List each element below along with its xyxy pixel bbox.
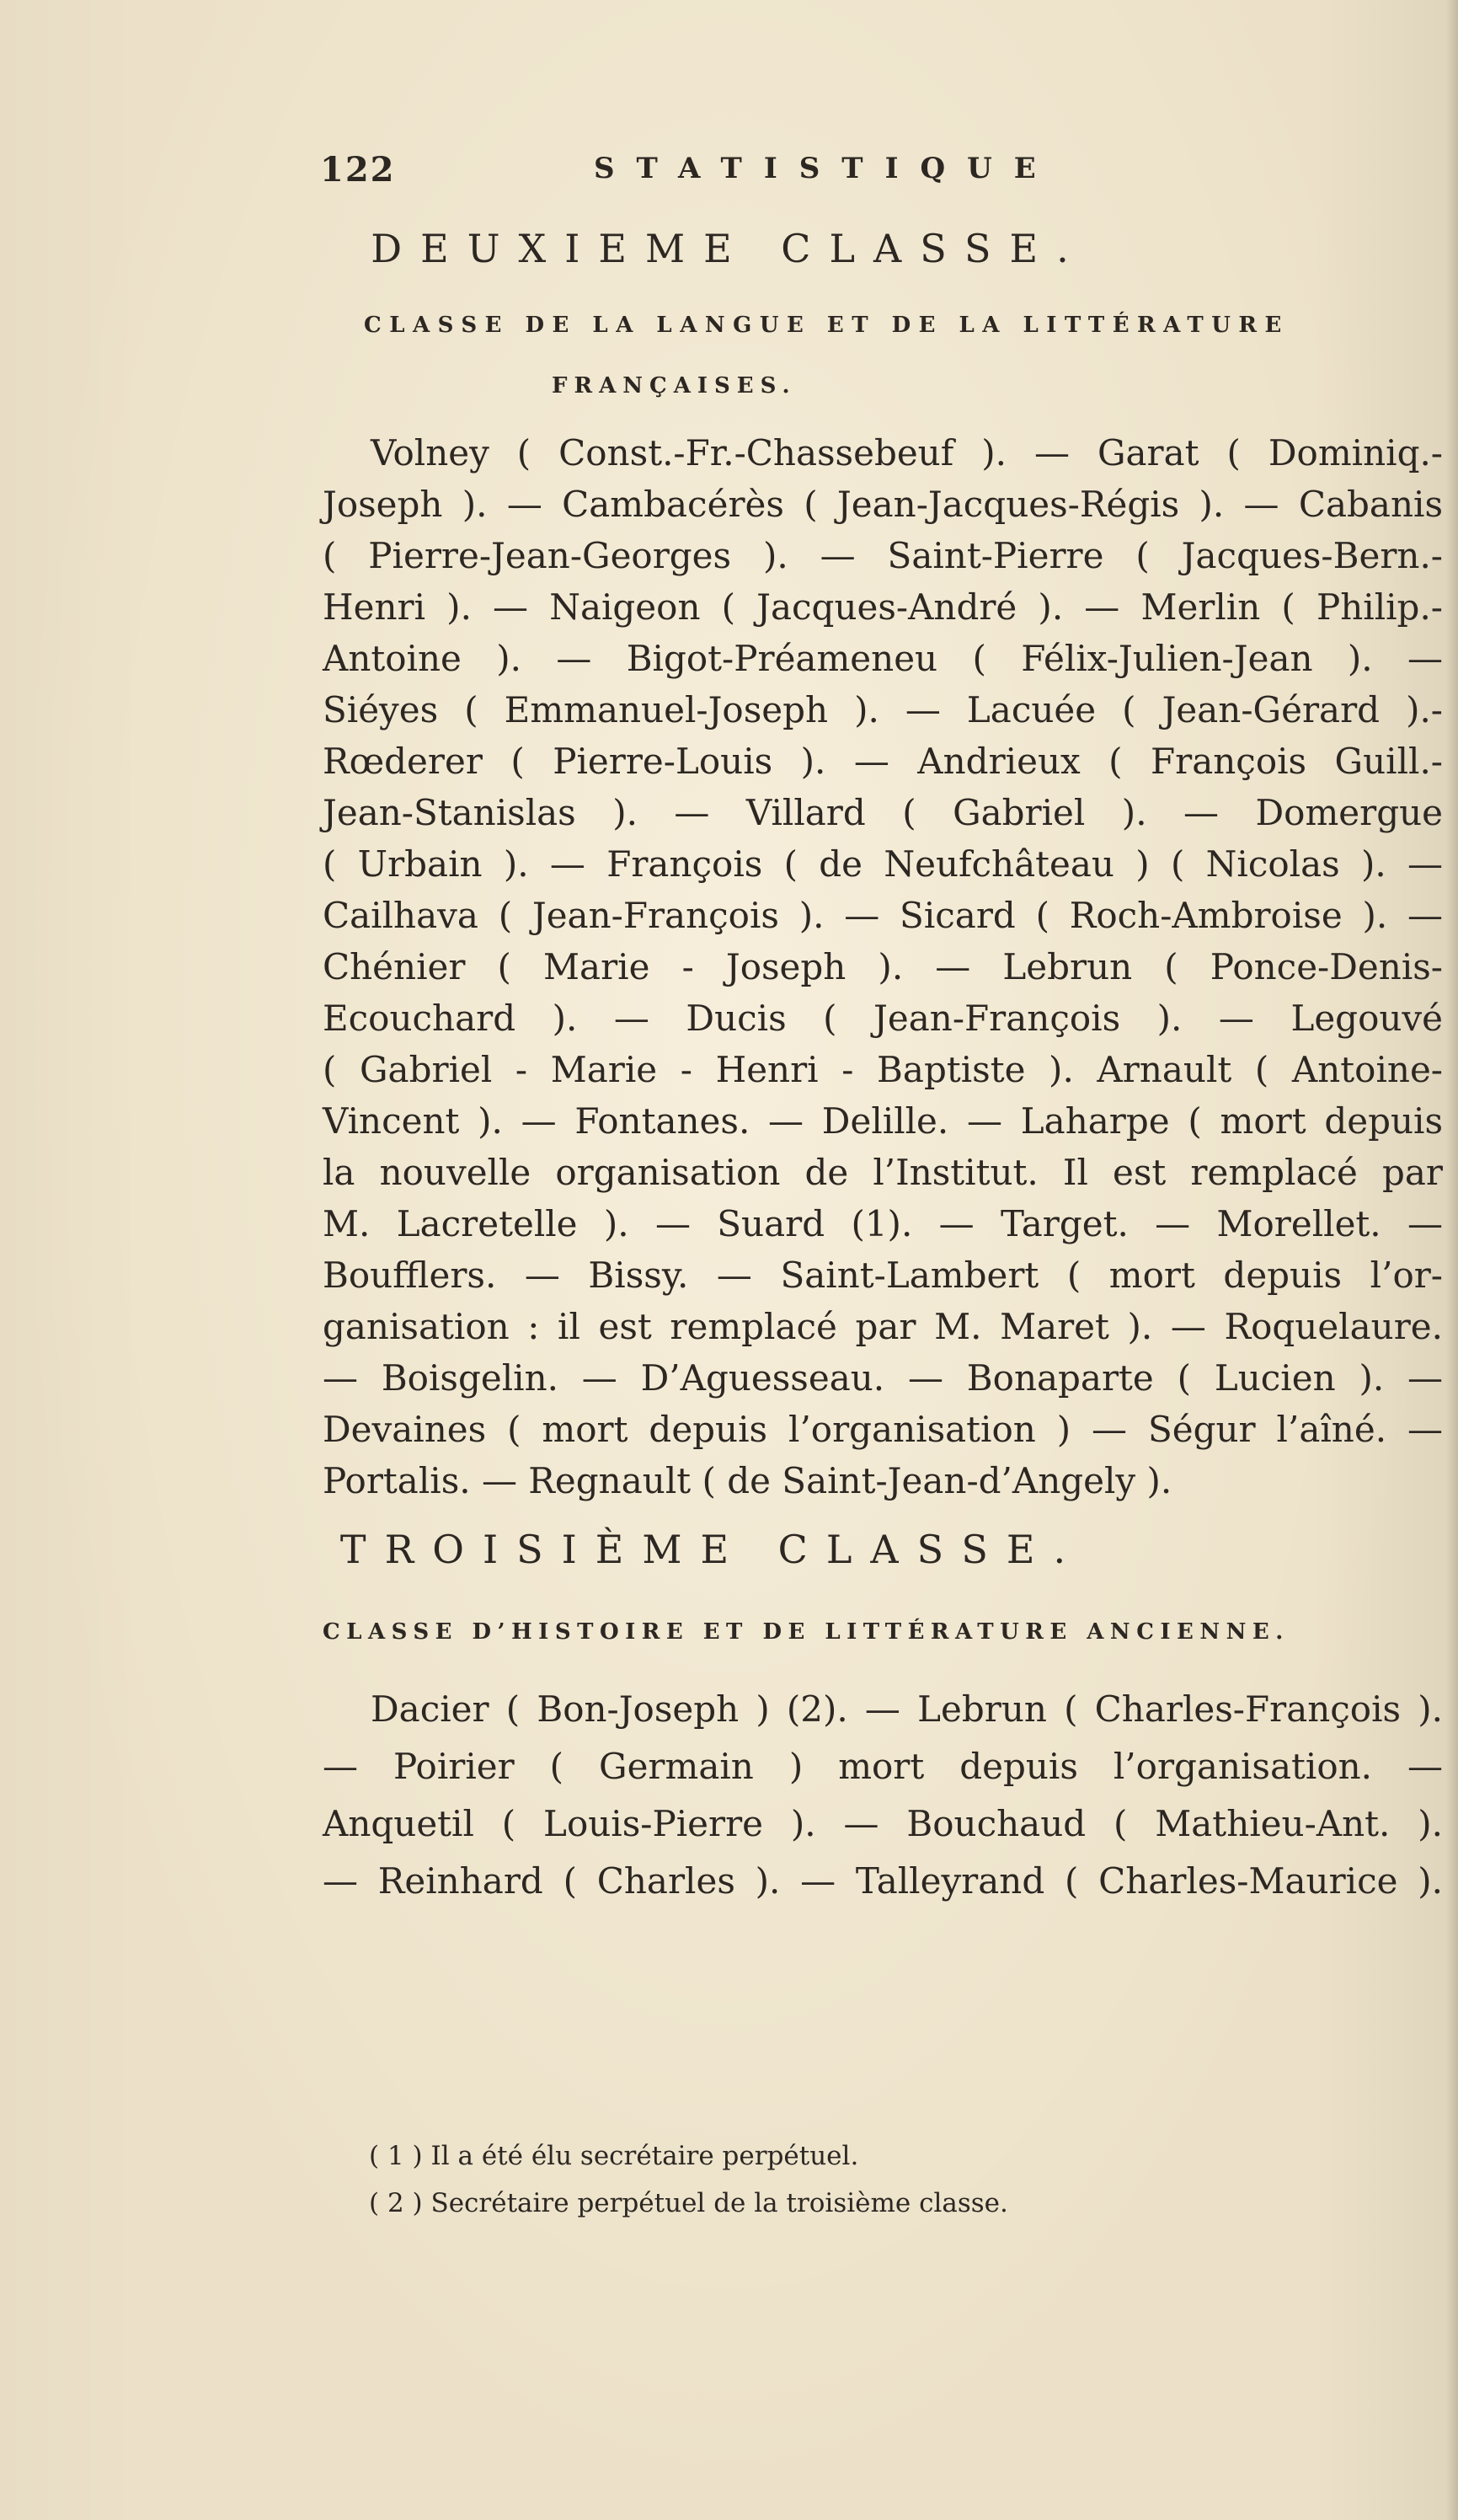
text-line: — Reinhard ( Charles ). — Talleyrand ( Charles-Maurice ). xyxy=(323,1860,1443,1902)
text-line: Ecouchard ). — Ducis ( Jean-François ). — Legouvé xyxy=(323,998,1443,1039)
footnote-2: ( 2 ) Secrétaire perpétuel de la troisième classe. xyxy=(369,2188,1008,2218)
text-line: la nouvelle organisation de l’Institut. Il est remplacé par xyxy=(323,1152,1443,1193)
footnotes xyxy=(369,2132,1295,2227)
text-line: Siéyes ( Emmanuel-Joseph ). — Lacuée ( Jean-Gérard ).- xyxy=(323,689,1443,730)
section-title-deuxieme-classe: DEUXIEME CLASSE. xyxy=(371,226,1087,271)
running-head xyxy=(320,150,1179,201)
page-number: 122 xyxy=(320,150,396,190)
text-line: Volney ( Const.-Fr.-Chassebeuf ). — Garat ( Dominiq.- xyxy=(371,432,1443,474)
text-line: Henri ). — Naigeon ( Jacques-André ). — Merlin ( Philip.- xyxy=(323,586,1443,628)
text-line: ( Pierre-Jean-Georges ). — Saint-Pierre ( Jacques-Bern.- xyxy=(323,535,1443,576)
section-title-troisieme-classe: TROISIÈME CLASSE. xyxy=(339,1527,1085,1572)
text-line: Cailhava ( Jean-François ). — Sicard ( Roch-Ambroise ). — xyxy=(323,895,1443,936)
text-line: ( Urbain ). — François ( de Neufchâteau ) ( Nicolas ). — xyxy=(323,843,1443,885)
text-line: — Poirier ( Germain ) mort depuis l’organisation. — xyxy=(323,1746,1443,1787)
section-subtitle-line1: CLASSE DE LA LANGUE ET DE LA LITTÉRATURE xyxy=(364,313,1290,338)
running-title: STATISTIQUE xyxy=(594,152,1058,185)
text-line: ganisation : il est remplacé par M. Maret ). — Roquelaure. xyxy=(323,1306,1443,1347)
text-line: Dacier ( Bon-Joseph ) (2). — Lebrun ( Charles-François ). xyxy=(371,1688,1443,1730)
text-line: Boufflers. — Bissy. — Saint-Lambert ( mort depuis l’or- xyxy=(323,1255,1443,1296)
section-subtitle-line2: FRANÇAISES. xyxy=(552,373,797,399)
text-line: Anquetil ( Louis-Pierre ). — Bouchaud ( Mathieu-Ant. ). xyxy=(323,1803,1443,1844)
text-line: Portalis. — Regnault ( de Saint-Jean-d’Angely ). xyxy=(323,1460,1172,1501)
text-line: — Boisgelin. — D’Aguesseau. — Bonaparte ( Lucien ). — xyxy=(323,1357,1443,1399)
text-line: Antoine ). — Bigot-Préameneu ( Félix-Julien-Jean ). — xyxy=(323,638,1443,679)
text-line: Joseph ). — Cambacérès ( Jean-Jacques-Régis ). — Cabanis xyxy=(323,484,1443,525)
text-line: M. Lacretelle ). — Suard (1). — Target. — Morellet. — xyxy=(323,1203,1443,1244)
text-line: Vincent ). — Fontanes. — Delille. — Laharpe ( mort depuis xyxy=(323,1100,1443,1142)
text-line: Chénier ( Marie - Joseph ). — Lebrun ( Ponce-Denis- xyxy=(323,946,1443,987)
footnote-1: ( 1 ) Il a été élu secrétaire perpétuel. xyxy=(369,2141,859,2171)
text-line: Rœderer ( Pierre-Louis ). — Andrieux ( François Guill.- xyxy=(323,741,1443,782)
text-line: Devaines ( mort depuis l’organisation ) — Ségur l’aîné. — xyxy=(323,1409,1443,1450)
page-edge-shadow xyxy=(1446,0,1458,2520)
text-line: ( Gabriel - Marie - Henri - Baptiste ). Arnault ( Antoine- xyxy=(323,1049,1443,1090)
section-subtitle: CLASSE D’HISTOIRE ET DE LITTÉRATURE ANCIENNE. xyxy=(323,1619,1290,1645)
text-line: Jean-Stanislas ). — Villard ( Gabriel ). — Domergue xyxy=(323,792,1443,833)
